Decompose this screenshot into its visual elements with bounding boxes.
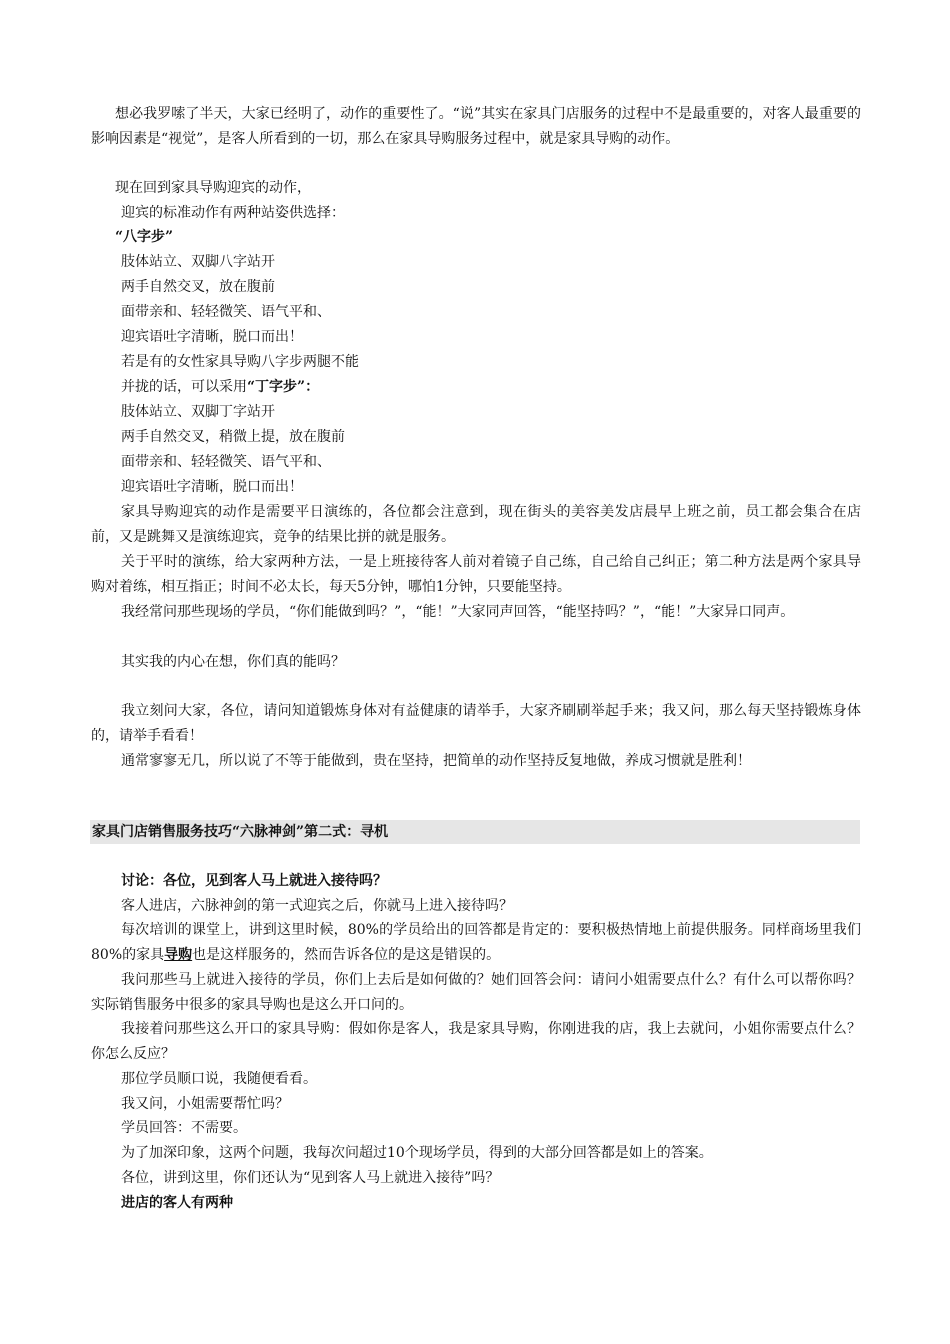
- list-line-text: 并拢的话，可以采用: [121, 379, 247, 395]
- paragraph-methods: 关于平时的演练，给大家两种方法，一是上班接待客人前对着镜子自己练，自己给自己纠正；第二种方法是两个家具导购对着练，相互指正；时间不必太长，每天5分钟，哪怕1分钟，只要能坚持。: [91, 554, 861, 595]
- paragraph-intro: 想必我罗嗦了半天，大家已经明了，动作的重要性了。“说”其实在家具门店服务的过程中不是最重要的，对客人最重要的影响因素是“视觉”，是客人所看到的一切，那么在家具导购服务过程中，就是家具导购的动作。: [91, 106, 861, 147]
- paragraph-ask: 我经常问那些现场的学员，“你们能做到吗？”，“能！”大家同声回答，“能坚持吗？”，“能！”大家异口同声。: [121, 604, 795, 620]
- list-line: 面带亲和、轻轻微笑、语气平和、: [121, 304, 331, 320]
- list-line: [121, 375, 319, 400]
- list-line: 两手自然交叉，放在腹前: [121, 279, 275, 295]
- list-line: 肢体站立、双脚八字站开: [121, 254, 275, 270]
- paragraph-practice: 家具导购迎宾的动作是需要平日演练的，各位都会注意到，现在街头的美容美发店晨早上班之前，员工都会集合在店前，又是跳舞又是演练迎宾，竞争的结果比拼的就是服务。: [91, 504, 861, 545]
- paragraph-inner: 其实我的内心在想，你们真的能吗？: [121, 654, 345, 670]
- list-line: 迎宾语吐字清晰，脱口而出！: [121, 479, 303, 495]
- list-line: 肢体站立、双脚丁字站开: [121, 404, 275, 420]
- paragraph-text: 每次培训的课堂上，讲到这里时候，80%的学员给出的回答都是肯定的：要积极热情地上前提供服务。同样商场里我们80%的家具: [91, 922, 861, 963]
- list-line: 迎宾语吐字清晰，脱口而出！: [121, 329, 303, 345]
- paragraph-reply: 我问那些马上就进入接待的学员，你们上去后是如何做的？她们回答会问：请问小姐需要点什么？有什么可以帮你吗？实际销售服务中很多的家具导购也是这么开口问的。: [91, 972, 861, 1013]
- guide-link[interactable]: 导购: [164, 946, 193, 963]
- paragraph-training: [91, 918, 861, 967]
- paragraph-line: 学员回答：不需要。: [121, 1120, 247, 1136]
- paragraph-line: 那位学员顺口说，我随便看看。: [121, 1071, 317, 1087]
- discussion-question: 讨论：各位，见到客人马上就进入接待吗？: [121, 873, 387, 889]
- list-line: 面带亲和、轻轻微笑、语气平和、: [121, 454, 331, 470]
- list-line: 若是有的女性家具导购八字步两腿不能: [121, 354, 359, 370]
- section-title: 家具门店销售服务技巧“六脉神剑”第二式：寻机: [92, 824, 389, 840]
- paragraph-line: 我又问，小姐需要帮忙吗？: [121, 1096, 289, 1112]
- paragraph-text: 也是这样服务的，然而告诉各位的是这是错误的。: [192, 946, 501, 963]
- paragraph-conclusion: 通常寥寥无几，所以说了不等于能做到，贵在坚持，把简单的动作坚持反复地做，养成习惯就是胜利！: [121, 753, 751, 769]
- paragraph-line: 客人进店，六脉神剑的第一式迎宾之后，你就马上进入接待吗？: [121, 898, 513, 914]
- paragraph-line: 各位，讲到这里，你们还认为“见到客人马上就进入接待”吗？: [121, 1170, 500, 1186]
- paragraph-heading: 进店的客人有两种: [121, 1195, 233, 1211]
- section-heading-bar: [90, 820, 860, 844]
- list-line: 两手自然交叉，稍微上提，放在腹前: [121, 429, 345, 445]
- paragraph-line: 为了加深印象，这两个问题，我每次问超过10个现场学员，得到的大部分回答都是如上的答案。: [121, 1145, 713, 1161]
- paragraph-standard: 迎宾的标准动作有两种站姿供选择：: [121, 205, 345, 221]
- paragraph-return: 现在回到家具导购迎宾的动作，: [115, 180, 311, 196]
- heading-dingzi: “丁字步”：: [247, 379, 320, 395]
- paragraph-followup: 我接着问那些这么开口的家具导购：假如你是客人，我是家具导购，你刚进我的店，我上去就问，小姐你需要点什么？你怎么反应？: [91, 1021, 861, 1062]
- heading-bazi: “八字步”: [115, 229, 174, 245]
- paragraph-exercise: 我立刻问大家，各位，请问知道锻炼身体对有益健康的请举手，大家齐刷刷举起手来；我又问，那么每天坚持锻炼身体的，请举手看看！: [91, 703, 861, 744]
